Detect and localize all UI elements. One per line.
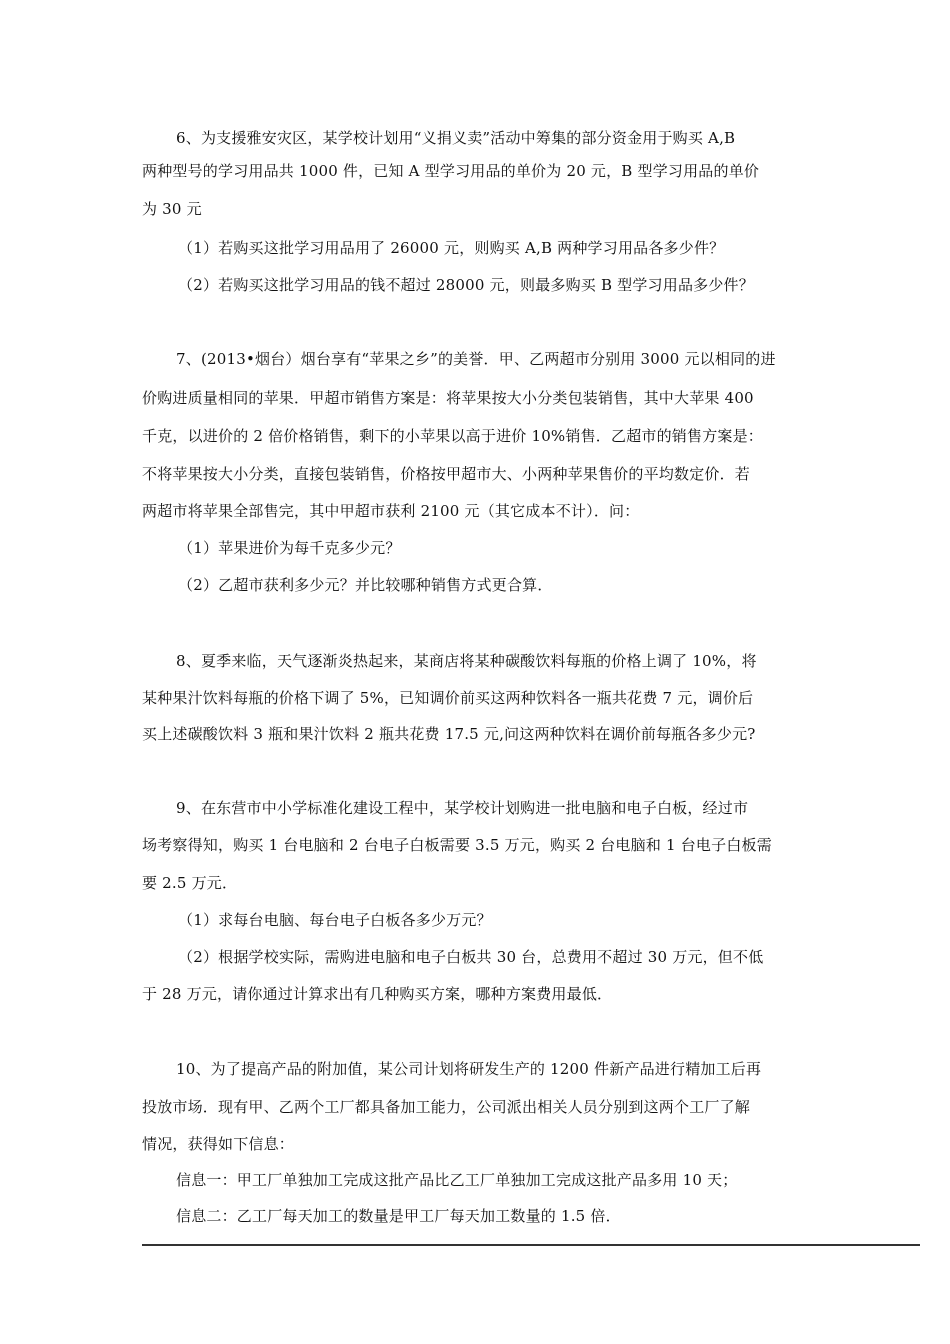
q10-info-2: 信息二：乙工厂每天加工的数量是甲工厂每天加工数量的 1.5 倍． — [176, 1207, 621, 1225]
q7-line-2: 价购进质量相同的苹果．甲超市销售方案是：将苹果按大小分类包装销售，其中大苹果 400 — [142, 389, 754, 407]
q7-sub-question-1: （1）苹果进价为每千克多少元？ — [178, 539, 401, 557]
q9-sub-question-2-line-1: （2）根据学校实际，需购进电脑和电子白板共 30 台，总费用不超过 30 万元，但不低 — [178, 948, 764, 966]
q8-line-2: 某种果汁饮料每瓶的价格下调了 5%，已知调价前买这两种饮料各一瓶共花费 7 元，调价后 — [142, 689, 754, 707]
q7-line-4: 不将苹果按大小分类，直接包装销售，价格按甲超市大、小两种苹果售价的平均数定价．若 — [142, 465, 751, 483]
q6-line-2: 两种型号的学习用品共 1000 件，已知 A 型学习用品的单价为 20 元，B 型学习用品的单价 — [142, 162, 760, 180]
q9-line-1: 9、在东营市中小学标准化建设工程中，某学校计划购进一批电脑和电子白板，经过市 — [176, 799, 749, 817]
q6-line-1: 6、为支援雅安灾区，某学校计划用“义捐义卖”活动中筹集的部分资金用于购买 A,B — [176, 129, 736, 147]
q7-line-5: 两超市将苹果全部售完，其中甲超市获利 2100 元（其它成本不计）．问： — [142, 502, 640, 520]
q6-line-3: 为 30 元 — [142, 200, 202, 218]
q9-sub-question-1: （1）求每台电脑、每台电子白板各多少万元？ — [178, 911, 492, 929]
q7-line-3: 千克，以进价的 2 倍价格销售，剩下的小苹果以高于进价 10%销售．乙超市的销售方案是： — [142, 427, 763, 445]
q6-sub-question-1: （1）若购买这批学习用品用了 26000 元，则购买 A,B 两种学习用品各多少件？ — [178, 239, 725, 257]
q10-line-3: 情况，获得如下信息： — [142, 1135, 295, 1153]
q7-sub-question-2: （2）乙超市获利多少元？并比较哪种销售方式更合算． — [178, 576, 553, 594]
q9-line-2: 场考察得知，购买 1 台电脑和 2 台电子白板需要 3.5 万元，购买 2 台电脑和 1 台电子白板需 — [142, 836, 772, 854]
q8-line-3: 买上述碳酸饮料 3 瓶和果汁饮料 2 瓶共花费 17.5 元,问这两种饮料在调价前每瓶各多少元? — [142, 725, 756, 743]
q9-sub-question-2-line-2: 于 28 万元，请你通过计算求出有几种购买方案，哪种方案费用最低． — [142, 985, 613, 1003]
q6-sub-question-2: （2）若购买这批学习用品的钱不超过 28000 元，则最多购买 B 型学习用品多少件？ — [178, 276, 754, 294]
q10-info-1: 信息一：甲工厂单独加工完成这批产品比乙工厂单独加工完成这批产品多用 10 天； — [176, 1171, 738, 1189]
q8-line-1: 8、夏季来临，天气逐渐炎热起来，某商店将某种碳酸饮料每瓶的价格上调了 10%，将 — [176, 652, 757, 670]
q10-line-1: 10、为了提高产品的附加值，某公司计划将研发生产的 1200 件新产品进行精加工后再 — [176, 1060, 762, 1078]
q7-line-1: 7、(2013•烟台）烟台享有“苹果之乡”的美誉．甲、乙两超市分别用 3000 元以相同的进 — [176, 350, 776, 368]
q10-line-2: 投放市场．现有甲、乙两个工厂都具备加工能力，公司派出相关人员分别到这两个工厂了解 — [142, 1098, 751, 1116]
footer-rule — [142, 1244, 920, 1246]
q9-line-3: 要 2.5 万元． — [142, 874, 238, 892]
